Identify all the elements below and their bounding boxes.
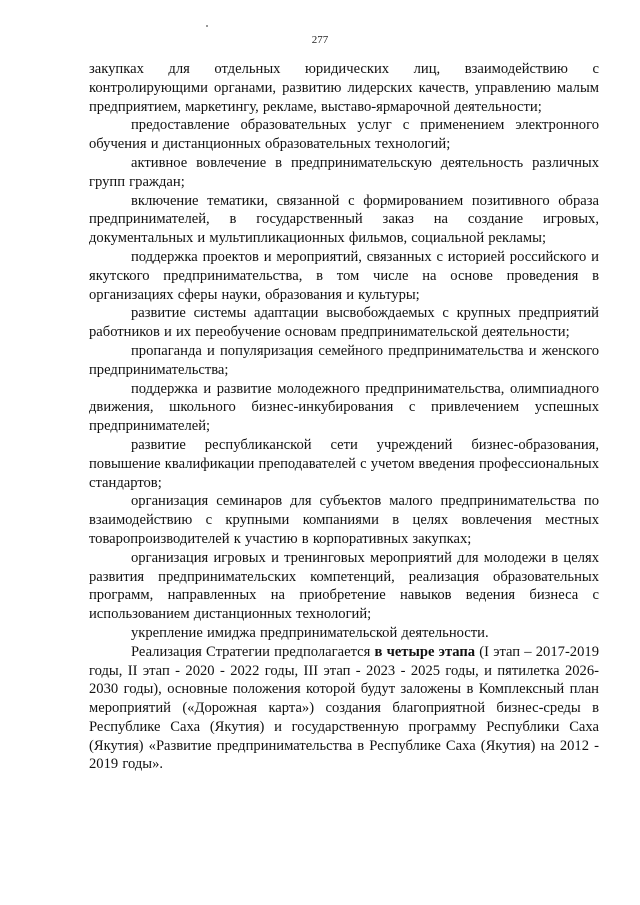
- list-item-paragraph: развитие системы адаптации высвобождаемых с крупных предприятий работников и их переобучение основам предпринимательской деятельности;: [89, 305, 599, 341]
- stages-text-before: Реализация Стратегии предполагается: [131, 643, 375, 660]
- list-item-paragraph: организация игровых и тренинговых мероприятий для молодежи в целях развития предпринимательских компетенций, реализация образовательных программ, направленных на приобретение навыков ведения бизнеса с использованием дистанционных технологий;: [89, 549, 599, 623]
- document-body: [89, 60, 599, 774]
- stages-text-bold: в четыре этапа: [374, 643, 476, 660]
- list-item-paragraph: организация семинаров для субъектов малого предпринимательства по взаимодействию с крупными компаниями в целях вовлечения местных товаропроизводителей к участию в корпоративных закупках;: [89, 493, 599, 547]
- list-item-paragraph: поддержка проектов и мероприятий, связанных с историей российского и якутского предпринимательства, в том числе на основе проведения в организациях сферы науки, образования и культуры;: [89, 248, 599, 303]
- list-item-paragraph: предоставление образовательных услуг с применением электронного обучения и дистанционных образовательных технологий;: [89, 117, 599, 153]
- strategy-stages-paragraph: [89, 643, 599, 775]
- list-item-paragraph: активное вовлечение в предпринимательскую деятельность различных групп граждан;: [89, 154, 599, 190]
- paragraph-continuation: закупках для отдельных юридических лиц, взаимодействию с контролирующими органами, развитию лидерских качеств, управлению малым предприятием, маркетингу, рекламе, выставо-ярмарочной деятельности;: [89, 61, 599, 115]
- list-item-paragraph: пропаганда и популяризация семейного предпринимательства и женского предпринимательства;: [89, 342, 599, 378]
- list-item-paragraph: поддержка и развитие молодежного предпринимательства, олимпиадного движения, школьного бизнес-инкубирования с привлечением успешных предпринимателей;: [89, 380, 599, 435]
- list-item-paragraph: укрепление имиджа предпринимательской деятельности.: [131, 624, 489, 641]
- scan-speck: [206, 25, 208, 27]
- stages-text-after: (I этап – 2017-2019 годы, II этап - 2020 - 2022 годы, III этап - 2023 - 2025 годы, и пятилетка 2026-2030 годы), основные положения которой будут заложены в Комплексный план мероприятий («Дорожная карта») создания благоприятной бизнес-среды в Республике Саха (Якутия) и государственную программу Республики Саха (Якутия) «Развитие предпринимательства в Республике Саха (Якутия) на 2012 - 2019 годы».: [89, 643, 599, 773]
- list-item-paragraph: включение тематики, связанной с формированием позитивного образа предпринимателей, в государственный заказ на создание игровых, документальных и мультипликационных фильмов, социальной рекламы;: [89, 192, 599, 247]
- list-item-paragraph: развитие республиканской сети учреждений бизнес-образования, повышение квалификации преподавателей с учетом введения профессиональных стандартов;: [89, 436, 599, 491]
- page-number: 277: [311, 34, 329, 46]
